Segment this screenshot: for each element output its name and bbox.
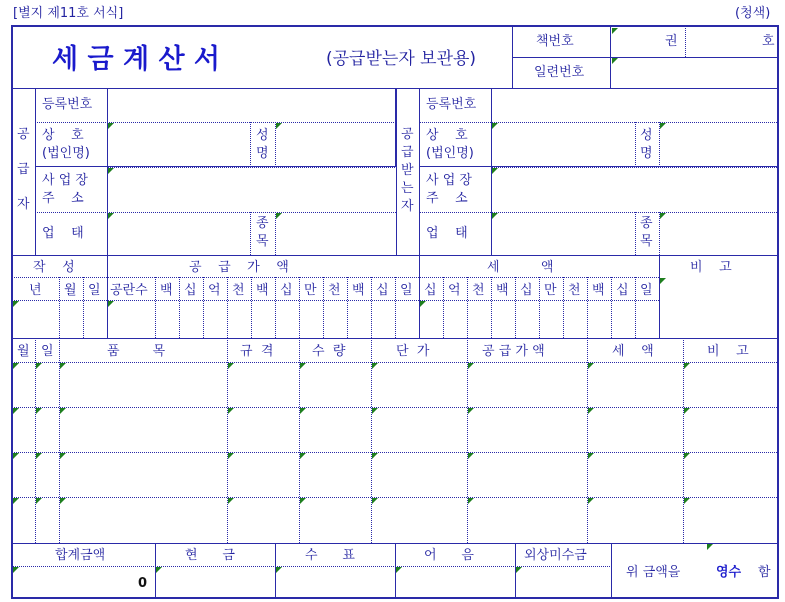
- supplier-item-input[interactable]: [276, 213, 395, 255]
- supply-digit-input-6[interactable]: [300, 301, 323, 338]
- cash-input[interactable]: [156, 567, 275, 598]
- item-cell-r2-c1[interactable]: [36, 453, 59, 497]
- tax-digit-col-2: 천: [472, 283, 485, 298]
- items-header-4: 수 량: [312, 344, 346, 359]
- item-cell-r2-c6[interactable]: [468, 453, 587, 497]
- tax-digit-input-4[interactable]: [516, 301, 539, 338]
- tax-digit-input-5[interactable]: [540, 301, 563, 338]
- tax-digit-input-9[interactable]: [636, 301, 659, 338]
- item-cell-r2-c4[interactable]: [300, 453, 371, 497]
- total-amount-input[interactable]: [12, 567, 155, 598]
- item-cell-r2-c2[interactable]: [60, 453, 227, 497]
- supplier-company-label-2: (법인명): [42, 146, 90, 161]
- items-header-8: 비 고: [707, 344, 749, 359]
- supply-digit-input-3[interactable]: [228, 301, 251, 338]
- tax-digit-col-9: 일: [640, 283, 653, 298]
- book-number-label: 책번호: [536, 34, 574, 49]
- item-cell-r2-c7[interactable]: [588, 453, 683, 497]
- tax-digit-col-0: 십: [424, 283, 437, 298]
- receiver-side-label-3: 받: [401, 163, 414, 178]
- supply-digit-input-5[interactable]: [276, 301, 299, 338]
- tax-digit-input-3[interactable]: [492, 301, 515, 338]
- book-number-input[interactable]: [686, 27, 778, 57]
- receiver-item-label: 종: [640, 216, 653, 231]
- supply-digit-col-7: 천: [328, 283, 341, 298]
- receiver-side-label-4: 는: [401, 181, 414, 196]
- tax-digit-col-5: 만: [544, 283, 557, 298]
- receiver-company-input[interactable]: [492, 123, 635, 167]
- day-input[interactable]: [84, 301, 107, 338]
- item-cell-r0-c7[interactable]: [588, 363, 683, 407]
- item-cell-r1-c7[interactable]: [588, 408, 683, 452]
- month-col: 월: [64, 283, 77, 298]
- supply-digit-col-1: 십: [184, 283, 197, 298]
- tax-digit-input-2[interactable]: [468, 301, 491, 338]
- note-input[interactable]: [660, 278, 778, 338]
- bill-label: 어 음: [424, 548, 474, 563]
- serial-number-label: 일련번호: [534, 65, 585, 80]
- supply-digit-col-3: 천: [232, 283, 245, 298]
- color-note: (청색): [735, 6, 771, 21]
- supplier-company-input[interactable]: [108, 123, 250, 167]
- item-cell-r2-c0[interactable]: [13, 453, 35, 497]
- book-unit-number: 호: [762, 34, 775, 49]
- supply-digit-col-9: 십: [376, 283, 389, 298]
- form-label: [별지 제11호 서식]: [13, 6, 124, 21]
- total-amount-label: 합계금액: [55, 548, 106, 563]
- item-cell-r3-c8[interactable]: [684, 498, 779, 542]
- tax-digit-input-1[interactable]: [444, 301, 467, 338]
- receiver-name-label: 성: [640, 128, 653, 143]
- book-unit-volume: 권: [665, 34, 678, 49]
- item-cell-r3-c2[interactable]: [60, 498, 227, 542]
- blank-count-input[interactable]: [108, 301, 155, 338]
- supply-amount-header: 공 급 가 액: [189, 260, 289, 275]
- cash-label: 현 금: [185, 548, 235, 563]
- supplier-item-label-2: 목: [256, 234, 269, 249]
- tax-digit-col-8: 십: [616, 283, 629, 298]
- receiver-item-input[interactable]: [660, 213, 778, 255]
- receipt-prefix: 위 금액을: [626, 565, 681, 580]
- book-volume-input[interactable]: [611, 27, 685, 57]
- item-cell-r3-c4[interactable]: [300, 498, 371, 542]
- receiver-business-label: 업 태: [426, 226, 468, 241]
- item-cell-r0-c2[interactable]: [60, 363, 227, 407]
- item-cell-r0-c4[interactable]: [300, 363, 371, 407]
- supplier-business-input[interactable]: [108, 213, 250, 255]
- date-header: 작 성: [33, 260, 75, 275]
- item-cell-r3-c6[interactable]: [468, 498, 587, 542]
- items-header-2: 품 목: [107, 344, 166, 359]
- items-header-7: 세 액: [612, 344, 654, 359]
- supplier-side-label-1: 공: [17, 127, 30, 142]
- tax-digit-input-6[interactable]: [564, 301, 587, 338]
- day-col: 일: [88, 283, 101, 298]
- total-amount-value: 0: [137, 576, 147, 591]
- tax-digit-col-1: 억: [448, 283, 461, 298]
- items-header-3: 규 격: [240, 344, 274, 359]
- supply-digit-input-1[interactable]: [180, 301, 203, 338]
- item-cell-r3-c0[interactable]: [13, 498, 35, 542]
- tax-amount-header: 세 액: [487, 260, 554, 275]
- item-cell-r0-c5[interactable]: [372, 363, 467, 407]
- item-cell-r0-c3[interactable]: [228, 363, 299, 407]
- receiver-reg-input[interactable]: [492, 89, 778, 122]
- year-input[interactable]: [12, 301, 59, 338]
- tax-digit-col-7: 백: [592, 283, 605, 298]
- item-cell-r2-c3[interactable]: [228, 453, 299, 497]
- supplier-name-label-2: 명: [256, 146, 269, 161]
- items-header-6: 공 급 가 액: [482, 344, 545, 359]
- receiver-side-label-1: 공: [401, 127, 414, 142]
- invoice-title: 세 금 계 산 서: [52, 44, 221, 75]
- item-cell-r1-c6[interactable]: [468, 408, 587, 452]
- supply-digit-input-4[interactable]: [252, 301, 275, 338]
- supply-digit-input-7[interactable]: [324, 301, 347, 338]
- receiver-reg-label: 등록번호: [426, 97, 477, 112]
- tax-digit-col-3: 백: [496, 283, 509, 298]
- supplier-side-label-3: 자: [17, 197, 30, 212]
- receipt-suffix: 함: [758, 565, 771, 580]
- receiver-address-label: 사 업 장: [426, 173, 472, 188]
- supply-digit-input-9[interactable]: [372, 301, 395, 338]
- supplier-side-label-2: 급: [17, 162, 30, 177]
- item-cell-r1-c1[interactable]: [36, 408, 59, 452]
- receiver-side-label-2: 급: [401, 145, 414, 160]
- bill-input[interactable]: [396, 567, 515, 598]
- serial-number-input[interactable]: [611, 58, 778, 87]
- items-header-0: 월: [17, 344, 30, 359]
- supply-digit-input-2[interactable]: [204, 301, 227, 338]
- tax-digit-col-4: 십: [520, 283, 533, 298]
- item-cell-r1-c4[interactable]: [300, 408, 371, 452]
- receiver-address-input[interactable]: [492, 168, 778, 212]
- tax-digit-input-8[interactable]: [612, 301, 635, 338]
- supplier-item-label: 종: [256, 216, 269, 231]
- check-input[interactable]: [276, 567, 395, 598]
- item-cell-r3-c1[interactable]: [36, 498, 59, 542]
- supply-digit-col-0: 백: [160, 283, 173, 298]
- blank-count-col: 공란수: [110, 283, 148, 298]
- supply-digit-input-0[interactable]: [156, 301, 179, 338]
- item-cell-r0-c6[interactable]: [468, 363, 587, 407]
- supply-digit-input-10[interactable]: [396, 301, 419, 338]
- supplier-name-input[interactable]: [276, 123, 395, 167]
- item-cell-r0-c0[interactable]: [13, 363, 35, 407]
- month-input[interactable]: [60, 301, 83, 338]
- supplier-address-label-2: 주 소: [42, 191, 84, 206]
- supply-digit-col-8: 백: [352, 283, 365, 298]
- item-cell-r1-c3[interactable]: [228, 408, 299, 452]
- year-col: 년: [29, 283, 42, 298]
- supply-digit-col-6: 만: [304, 283, 317, 298]
- supply-digit-col-4: 백: [256, 283, 269, 298]
- receipt-type[interactable]: 영수: [716, 565, 742, 580]
- item-cell-r3-c5[interactable]: [372, 498, 467, 542]
- item-cell-r1-c0[interactable]: [13, 408, 35, 452]
- supply-digit-input-8[interactable]: [348, 301, 371, 338]
- items-header-5: 단 가: [396, 344, 430, 359]
- invoice-subtitle: (공급받는자 보관용): [326, 49, 477, 69]
- receiver-company-label: 상 호: [426, 128, 468, 143]
- item-cell-r0-c8[interactable]: [684, 363, 779, 407]
- item-cell-r1-c5[interactable]: [372, 408, 467, 452]
- supplier-address-input[interactable]: [108, 168, 395, 212]
- supply-digit-col-5: 십: [280, 283, 293, 298]
- item-cell-r3-c3[interactable]: [228, 498, 299, 542]
- supply-digit-col-2: 억: [208, 283, 221, 298]
- item-cell-r0-c1[interactable]: [36, 363, 59, 407]
- note-header: 비 고: [690, 260, 732, 275]
- receiver-name-input[interactable]: [660, 123, 778, 167]
- receiver-side-label-5: 자: [401, 199, 414, 214]
- receiver-business-input[interactable]: [492, 213, 635, 255]
- item-cell-r3-c7[interactable]: [588, 498, 683, 542]
- supply-digit-col-10: 일: [400, 283, 413, 298]
- supplier-reg-label: 등록번호: [42, 97, 93, 112]
- supplier-reg-input[interactable]: [108, 89, 395, 122]
- supplier-business-label: 업 태: [42, 226, 84, 241]
- item-cell-r1-c8[interactable]: [684, 408, 779, 452]
- credit-input[interactable]: [516, 567, 611, 598]
- item-cell-r2-c5[interactable]: [372, 453, 467, 497]
- tax-digit-col-6: 천: [568, 283, 581, 298]
- items-header-1: 일: [41, 344, 54, 359]
- credit-label: 외상미수금: [524, 548, 587, 563]
- item-cell-r1-c2[interactable]: [60, 408, 227, 452]
- receiver-address-label-2: 주 소: [426, 191, 468, 206]
- receiver-item-label-2: 목: [640, 234, 653, 249]
- item-cell-r2-c8[interactable]: [684, 453, 779, 497]
- supplier-name-label: 성: [256, 128, 269, 143]
- supplier-address-label: 사 업 장: [42, 173, 88, 188]
- receiver-company-label-2: (법인명): [426, 146, 474, 161]
- check-label: 수 표: [305, 548, 355, 563]
- tax-digit-input-7[interactable]: [588, 301, 611, 338]
- receiver-name-label-2: 명: [640, 146, 653, 161]
- supplier-company-label: 상 호: [42, 128, 84, 143]
